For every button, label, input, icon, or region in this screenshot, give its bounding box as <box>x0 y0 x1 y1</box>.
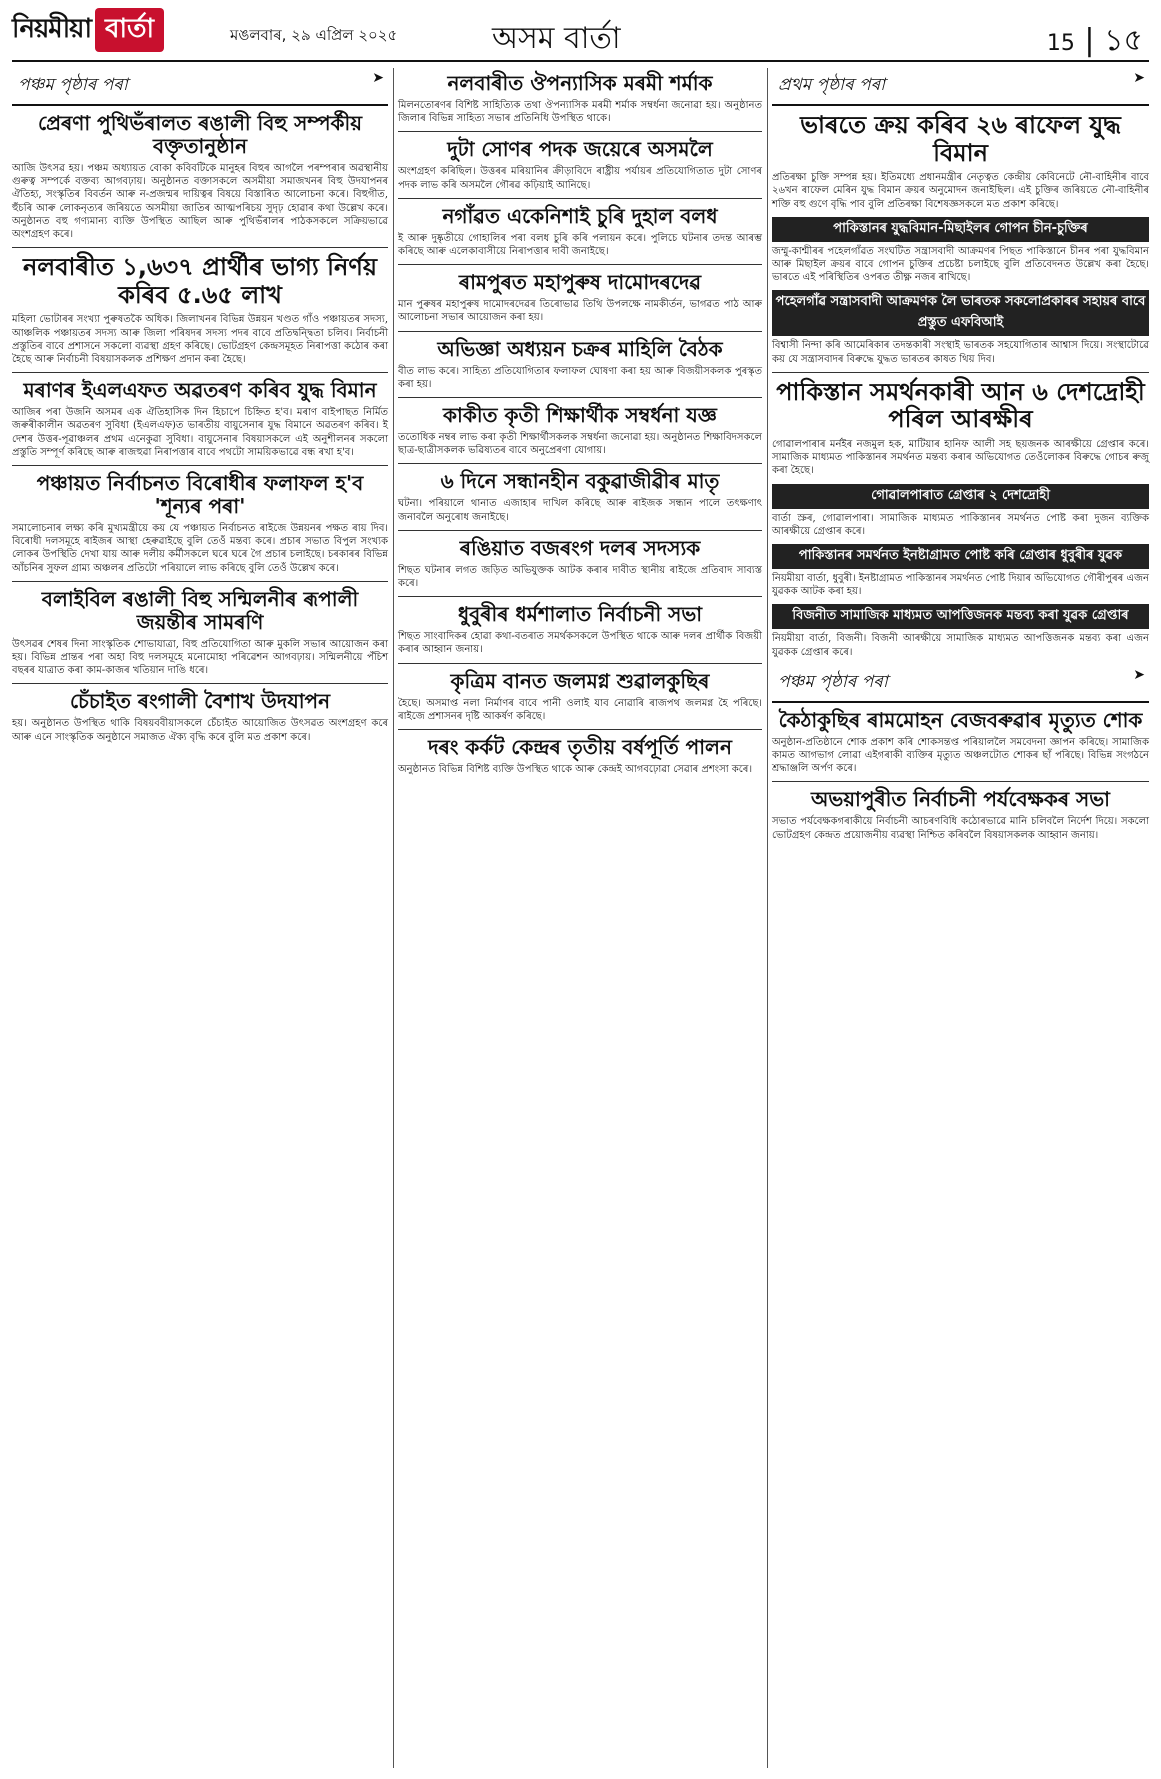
divider <box>398 264 762 265</box>
article-body: জম্মু-কাশ্মীৰৰ পহেলগাঁৱত সংঘটিত সন্ত্ৰাসবাদী আক্ৰমণৰ পিছত পাকিস্তানে চীনৰ পৰা যুদ্ধবিমান আৰু মিছাইল ক্ৰয়ৰ বাবে গোপন চুক্তিৰ প্ৰচেষ্টা চলাইছে বুলি প্ৰতিবেদনত উল্লেখ কৰা হৈছে। ভাৰতে এই পৰিস্থিতিৰ ওপৰত তীক্ষ্ণ নজৰ ৰাখিছে। <box>772 245 1149 284</box>
divider <box>398 530 762 531</box>
divider <box>12 247 388 248</box>
headline[interactable]: পঞ্চায়ত নিৰ্বাচনত বিৰোধীৰ ফলাফল হ'ব 'শূন্যৰ পৰা' <box>36 471 364 519</box>
subheadline: পহেলগাঁৱ সন্ত্ৰাসবাদী আক্ৰমণক লৈ ভাৰতক সকলোপ্ৰকাৰৰ সহায়ৰ বাবে প্ৰস্তুত এফবিআই <box>772 290 1149 336</box>
article-body: অংশগ্ৰহণ কৰিছিল। উত্তৰৰ মৰিয়ানিৰ ক্ৰীড়াবিদে ৰাষ্ট্ৰীয় পৰ্যায়ৰ প্ৰতিযোগিতাত দুটা সোণৰ পদক লাভ কৰি অসমলৈ গৌৰৱ কঢ়িয়াই আনিছে। <box>398 166 762 191</box>
article-body: বিশ্বাসী নিন্দা কৰি আমেৰিকাৰ তদন্তকাৰী সংস্থাই ভাৰতক সহযোগিতাৰ আশ্বাস দিয়ে। সংস্থাটোৱে কয় যে সন্ত্ৰাসবাদৰ বিৰুদ্ধে যুদ্ধত ভাৰতৰ কাষত থিয় দিব। <box>772 340 1149 365</box>
divider <box>12 465 388 466</box>
subheadline: পাকিস্তানৰ যুদ্ধবিমান-মিছাইলৰ গোপন চীন-চুক্তিৰ <box>772 217 1149 242</box>
subheadline: পাকিস্তানৰ সমৰ্থনত ইনষ্টাগ্ৰামত পোষ্ট কৰি গ্ৰেপ্তাৰ ধুবুৰীৰ যুৱক <box>772 544 1149 569</box>
divider <box>398 331 762 332</box>
article-body: প্ৰতিৰক্ষা চুক্তি সম্পন্ন হয়। ইতিমধ্যে প্ৰধানমন্ত্ৰীৰ নেতৃত্বত কেন্দ্ৰীয় কেবিনেটে নৌ-বাহিনীৰ বাবে ২৬খন ৰাফেল মেৰিন যুদ্ধ বিমান ক্ৰয়ৰ অনুমোদন জনাইছিল। এই চুক্তিৰ জৰিয়তে নৌ-বাহিনীৰ শক্তি বহু গুণে বৃদ্ধি পাব বুলি প্ৰতিৰক্ষা বিশেষজ্ঞসকলে মত প্ৰকাশ কৰিছে। <box>772 172 1149 210</box>
divider <box>398 729 762 730</box>
divider <box>398 131 762 132</box>
column-middle <box>398 68 762 782</box>
headline[interactable]: বলাইবিল ৰঙালী বিহু সন্মিলনীৰ ৰূপালী জয়ন্তীৰ সামৰণি <box>41 586 359 634</box>
article-body: ঘটনা। পৰিয়ালে থানাত এজাহাৰ দাখিল কৰিছে আৰু ৰাইজক সন্ধান পালে তৎক্ষণাৎ জনাবলৈ অনুৰোধ জনাইছে। <box>398 498 762 523</box>
headline[interactable]: কৃত্ৰিম বানত জলমগ্ন শুৱালকুছিৰ <box>450 668 710 693</box>
divider <box>772 781 1149 782</box>
continued-label: পঞ্চম পৃষ্ঠাৰ পৰা ➤ <box>772 665 1149 703</box>
headline[interactable]: মৰাণৰ ইএলএফত অৱতৰণ কৰিব যুদ্ধ বিমান <box>23 378 377 403</box>
article-body: আজি উৎসৱ হয়। পঞ্চম অধ্যায়ত বোকা কবিবটিকে মানুহৰ বিহুৰ আগলৈ পৰম্পৰাৰ অৱস্থানীয় গুৰুত্ব সম্পৰ্কে বক্তব্য আগবঢ়ায়। অনুষ্ঠানত বক্তাসকলে অসমীয়া সমাজখনৰ বিহু উদযাপনৰ ঐতিহ্য, সংস্কৃতিৰ বিবৰ্তন আৰু ন-প্ৰজন্মৰ দায়িত্বৰ বিষয়ে বিস্তাৰিত আলোচনা কৰে। বিহুগীত, হুঁচৰি আৰু লোকনৃত্যৰ জৰিয়তে অসমীয়া জাতিৰ আত্মপৰিচয় সুদৃঢ় হোৱাৰ কথা উল্লেখ কৰে। অনুষ্ঠানত বহু গণ্যমান্য ব্যক্তি উপস্থিত আছিল আৰু পুথিভঁৰালৰ পাঠকসকলে সক্ৰিয়ভাৱে অংশগ্ৰহণ কৰে। <box>12 163 388 241</box>
article-body: হয়। অনুষ্ঠানত উপস্থিত থাকি বিষয়ববীয়াসকলে চেঁচাইত আয়োজিত উৎসৱত অংশগ্ৰহণ কৰে আৰু এনে সাংস্কৃতিক অনুষ্ঠানে সমাজত ঐক্য বৃদ্ধি কৰে বুলি মত প্ৰকাশ কৰে। <box>12 718 388 743</box>
divider <box>12 581 388 582</box>
article-body: বাৰ্তা স্ৰুৰ, গোৱালপাৰা। সামাজিক মাধ্যমত পাকিস্তানৰ সমৰ্থনত পোষ্ট কৰা দুজন ব্যক্তিক আৰক্ষীয়ে গ্ৰেপ্তাৰ কৰে। <box>772 512 1149 537</box>
headline[interactable]: কৈঠাকুছিৰ ৰামমোহন বেজবৰুৱাৰ মৃত্যুত শোক <box>778 707 1143 732</box>
issue-date: মঙলবাৰ, ২৯ এপ্ৰিল ২০২৫ <box>230 26 398 44</box>
article-body: গোৱালপাৰাৰ মৰ্নইৰ নজমুল হক, মাটিয়াৰ হানিফ আলী সহ ছয়জনক আৰক্ষীয়ে গ্ৰেপ্তাৰ কৰে। সামাজিক মাধ্যমত পাকিস্তানৰ সমৰ্থনত মন্তব্য কৰাৰ অভিযোগত তেওঁলোকৰ বিৰুদ্ধে গোচৰ ৰুজু কৰা হৈছে। <box>772 439 1149 477</box>
headline[interactable]: নলবাৰীত ১,৬৩৭ প্ৰাৰ্থীৰ ভাগ্য নিৰ্ণয় কৰিব ৫.৬৫ লাখ <box>22 253 377 309</box>
continued-label: পঞ্চম পৃষ্ঠাৰ পৰা ➤ <box>12 68 388 106</box>
article-body: শিছত সাংবাদিকৰ হোৱা কথা-বতৰাত সমৰ্থকসকলে উপস্থিত থাকে আৰু দলৰ প্ৰাৰ্থীক বিজয়ী কৰাৰ আহ্বান জনায়। <box>398 631 762 656</box>
article-body: সমালোচনাৰ লক্ষ্য কৰি মুখ্যমন্ত্ৰীয়ে কয় যে পঞ্চায়ত নিৰ্বাচনত ৰাইজে উন্নয়নৰ পক্ষত ৰায় দিব। বিৰোধী দলসমূহে ৰাইজৰ আস্থা হেৰুৱাইছে বুলি তেওঁ মন্তব্য কৰে। প্ৰচাৰ সভাত বিপুল সংখ্যক লোকৰ উপস্থিতি দেখা যায় আৰু দলীয় কৰ্মীসকলে ঘৰে ঘৰে গৈ প্ৰচাৰ চলাইছে। চৰকাৰৰ বিভিন্ন আঁচনিৰ সুফল গ্ৰাম্য অঞ্চলৰ প্ৰতিটো পৰিয়ালে লাভ কৰিছে বুলি তেওঁ উল্লেখ কৰে। <box>12 523 388 574</box>
article-body: ততোধিক নম্বৰ লাভ কৰা কৃতী শিক্ষাৰ্থীসকলক সম্বৰ্ধনা জনোৱা হয়। অনুষ্ঠানত শিক্ষাবিদসকলে ছাত্ৰ-ছাত্ৰীসকলক ভৱিষ্যতৰ বাবে অনুপ্ৰেৰণা যোগায়। <box>398 432 762 457</box>
divider <box>398 397 762 398</box>
article-body: বীত লাভ কৰে। সাহিত্য প্ৰতিযোগিতাৰ ফলাফল ঘোষণা কৰা হয় আৰু বিজয়ীসকলক পুৰস্কৃত কৰা হয়। <box>398 365 762 390</box>
headline[interactable]: কাকীত কৃতী শিক্ষাৰ্থীক সম্বৰ্ধনা যজ্ঞ <box>443 403 717 428</box>
masthead <box>12 8 1149 56</box>
newspaper-logo[interactable] <box>12 8 164 52</box>
divider <box>12 683 388 684</box>
masthead-rule <box>12 60 1149 62</box>
headline[interactable]: প্ৰেৰণা পুথিভঁৰালত ৰঙালী বিহু সম্পৰ্কীয় বক্তৃতানুষ্ঠান <box>37 111 363 158</box>
article-body: অনুষ্ঠান-প্ৰতিষ্ঠানে শোক প্ৰকাশ কৰি শোকসন্তপ্ত পৰিয়াললৈ সমবেদনা জ্ঞাপন কৰিছে। সামাজিক কামত আগভাগ লোৱা এইগৰাকী ব্যক্তিৰ মৃত্যুত অঞ্চলটোত শোকৰ ছাঁ পৰিছে। বিভিন্ন সংগঠনে শ্ৰদ্ধাঞ্জলি অৰ্পণ কৰে। <box>772 736 1149 775</box>
column-right <box>772 68 1149 848</box>
page-number-assamese: ১৫ <box>1104 23 1143 58</box>
divider <box>772 372 1149 373</box>
headline[interactable]: ভাৰতে ক্ৰয় কৰিব ২৬ ৰাফেল যুদ্ধ বিমান <box>800 111 1121 167</box>
article-body: নিয়মীয়া বাৰ্তা, বিজনী। বিজনী আৰক্ষীয়ে সামাজিক মাধ্যমত আপত্তিজনক মন্তব্য কৰা এজন যুৱকক গ্ৰেপ্তাৰ কৰে। <box>772 633 1149 658</box>
divider <box>398 596 762 597</box>
article-body: শিছত ঘটনাৰ লগত জড়িত অভিযুক্তক আটক কৰাৰ দাবীত স্থানীয় ৰাইজে প্ৰতিবাদ সাব্যস্ত কৰে। <box>398 564 762 590</box>
page-number-latin: 15 <box>1046 31 1075 56</box>
headline[interactable]: নলবাৰীত ঔপন্যাসিক মৰমী শৰ্মাক <box>447 71 713 95</box>
subheadline: বিজনীত সামাজিক মাধ্যমত আপত্তিজনক মন্তব্য কৰা যুৱক গ্ৰেপ্তাৰ <box>772 604 1149 629</box>
article-body: মান পুৰুষৰ মহাপুৰুষ দামোদৰদেৱৰ তিৰোভাৱ তিথি উপলক্ষে নামকীৰ্তন, ভাগৱত পাঠ আৰু আলোচনা সভাৰ আয়োজন কৰা হয়। <box>398 299 762 324</box>
headline[interactable]: চেঁচাইত ৰংগালী বৈশাখ উদযাপন <box>69 689 331 714</box>
column-left <box>12 68 388 750</box>
article-body: সভাত পৰ্যবেক্ষকগৰাকীয়ে নিৰ্বাচনী আচৰণবিধি কঠোৰভাৱে মানি চলিবলৈ নিৰ্দেশ দিয়ে। সকলো ভোটগ্ৰহণ কেন্দ্ৰত প্ৰয়োজনীয় ব্যৱস্থা নিশ্চিত কৰিবলৈ বিষয়াসকলক আহ্বান জনায়। <box>772 816 1149 841</box>
article-body: উৎসৱৰ শেষৰ দিনা সাংস্কৃতিক শোভাযাত্ৰা, বিহু প্ৰতিযোগিতা আৰু মুকলি সভাৰ আয়োজন কৰা হয়। বিভিন্ন প্ৰান্তৰ পৰা অহা বিহু দলসমূহে মনোমোহা পৰিৱেশন আগবঢ়ায়। সন্মিলনীয়ে পঁচিশ বছৰৰ যাত্ৰাত কৰা কাম-কাজৰ খতিয়ান দাঙি ধৰে। <box>12 638 388 677</box>
headline[interactable]: নগাঁৱত একেনিশাই চুৰি দুহাল বলধ <box>442 203 718 228</box>
article-body: আজিৰ পৰা উজনি অসমৰ এক ঐতিহাসিক দিন হিচাপে চিহ্নিত হ'ব। মৰাণ বাইপাছত নিৰ্মিত জৰুৰীকালীন অৱতৰণ সুবিধা (ইএলএফ)ত ভাৰতীয় বায়ুসেনাৰ যুদ্ধ বিমানে অৱতৰণ কৰিব। ই দেশৰ উত্তৰ-পূৱাঞ্চলৰ প্ৰথম এনেকুৱা সুবিধা। বায়ুসেনাৰ বিষয়াসকলে এই অনুশীলনৰ সকলো প্ৰস্তুতি সম্পূৰ্ণ কৰিছে আৰু ৰাজহুৱা নিৰাপত্তাৰ বাবে পথটো সাময়িকভাৱে বন্ধ ৰখা হ'ব। <box>12 407 388 458</box>
divider <box>12 372 388 373</box>
headline[interactable]: ৰামপুৰত মহাপুৰুষ দামোদৰদেৱ <box>458 270 702 295</box>
article-body: নিয়মীয়া বাৰ্তা, ধুবুৰী। ইনষ্টাগ্ৰামত পাকিস্তানৰ সমৰ্থনত পোষ্ট দিয়াৰ অভিযোগত গৌৰীপুৰৰ এজন যুৱকক আটক কৰা হয়। <box>772 573 1149 598</box>
headline[interactable]: অভিজ্ঞা অধ্যয়ন চক্ৰৰ মাহিলি বৈঠক <box>437 336 723 361</box>
article-body: মিলনতোৰণৰ বিশিষ্ট সাহিত্যিক তথা ঔপন্যাসিক মৰমী শৰ্মাক সম্বৰ্ধনা জনোৱা হয়। অনুষ্ঠানত জিলাৰ বিভিন্ন সাহিত্য সভাৰ প্ৰতিনিধি উপস্থিত থাকে। <box>398 100 762 125</box>
headline[interactable]: ৰঙিয়াত বজৰংগ দলৰ সদস্যক <box>459 535 701 560</box>
page-number: 15 | ১৫ <box>1046 23 1143 58</box>
headline[interactable]: ধুবুৰীৰ ধৰ্মশালাত নিৰ্বাচনী সভা <box>457 602 703 627</box>
article-body: হৈছে। অসমাপ্ত নলা নিৰ্মাণৰ বাবে পানী ওলাই যাব নোৱাৰি ৰাজপথ জলমগ্ন হৈ পৰিছে। ৰাইজে প্ৰশাসনৰ দৃষ্টি আকৰ্ষণ কৰিছে। <box>398 697 762 722</box>
subheadline: গোৱালপাৰাত গ্ৰেপ্তাৰ ২ দেশদ্ৰোহী <box>772 484 1149 509</box>
headline[interactable]: পাকিস্তান সমৰ্থনকাৰী আন ৬ দেশদ্ৰোহী পৰিল আৰক্ষীৰ <box>776 377 1145 434</box>
divider <box>398 198 762 199</box>
section-title: অসম বাৰ্তা <box>492 21 621 56</box>
article-body: অনুষ্ঠানত বিভিন্ন বিশিষ্ট ব্যক্তি উপস্থিত থাকে আৰু কেন্দ্ৰই আগবঢ়োৱা সেৱাৰ প্ৰশংসা কৰে। <box>398 764 753 776</box>
logo-text-left: নিয়মীয়া <box>12 14 92 44</box>
continued-label: প্ৰথম পৃষ্ঠাৰ পৰা ➤ <box>772 68 1149 106</box>
column-divider <box>767 68 768 1768</box>
divider <box>398 463 762 464</box>
column-divider <box>393 68 394 1768</box>
headline[interactable]: দুটা সোণৰ পদক জয়েৰে অসমলৈ <box>447 137 713 162</box>
headline[interactable]: দৰং কৰ্কট কেন্দ্ৰৰ তৃতীয় বৰ্ষপূৰ্তি পালন <box>428 735 732 760</box>
headline[interactable]: অভয়াপুৰীত নিৰ্বাচনী পৰ্যবেক্ষকৰ সভা <box>811 787 1110 812</box>
headline[interactable]: ৬ দিনে সন্ধানহীন বকুৱাজীৱীৰ মাতৃ <box>440 469 720 494</box>
logo-text-right: বাৰ্তা <box>95 8 164 52</box>
article-body: মহিলা ভোটাৰৰ সংখ্যা পুৰুষতকৈ অধিক। জিলাখনৰ বিভিন্ন উন্নয়ন খণ্ডত গাঁও পঞ্চায়তৰ সদস্য, আঞ্চলিক পঞ্চায়তৰ সদস্য আৰু জিলা পৰিষদৰ সদস্য পদৰ বাবে প্ৰতিদ্বন্দ্বিতা চলিব। নিৰ্বাচনী প্ৰস্তুতিৰ বাবে প্ৰশাসনে সকলো ব্যৱস্থা গ্ৰহণ কৰিছে। ভোটগ্ৰহণ কেন্দ্ৰসমূহত নিৰাপত্তা কঠোৰ কৰা হৈছে আৰু নিৰ্বাচনী বিষয়াসকলক প্ৰশিক্ষণ প্ৰদান কৰা হৈছে। <box>12 314 388 366</box>
article-body: ই আৰু দুষ্কৃতীয়ে গোহালিৰ পৰা বলধ চুৰি কৰি পলায়ন কৰে। পুলিচে ঘটনাৰ তদন্ত আৰম্ভ কৰিছে আৰু এলেকাবাসীয়ে নিৰাপত্তাৰ দাবী জনাইছে। <box>398 232 762 258</box>
divider <box>398 663 762 664</box>
